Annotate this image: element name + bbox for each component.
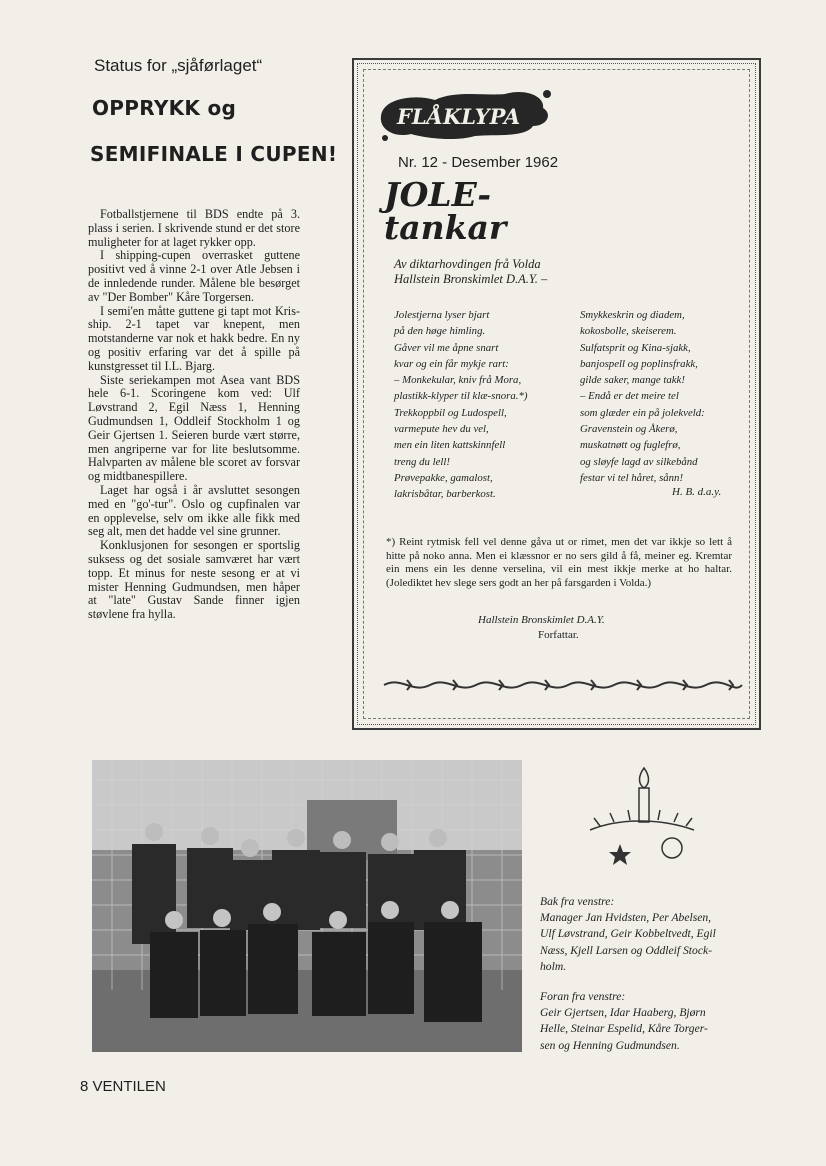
- headline-line-1: OPPRYKK og: [92, 96, 237, 120]
- caption-line: Geir Gjertsen, Idar Haaberg, Bjørn: [540, 1006, 706, 1020]
- article-paragraph: I shipping-cupen overrasket guttene positivt ved å vinne 2-1 over Atle Jebsen i de innledende runder. Målene ble besørget av "Der Bomber" Kåre Torgersen.: [88, 248, 300, 304]
- candle-flame-icon: [640, 768, 649, 788]
- article-kicker: Status for „sjåførlaget“: [94, 56, 263, 75]
- poem-line: men ein liten kattskinnfell: [394, 439, 506, 452]
- poem-line: – Monkekular, kniv frå Mora,: [394, 374, 522, 387]
- poem-line: gilde saker, mange takk!: [580, 374, 685, 387]
- caption-line: holm.: [540, 959, 567, 973]
- issue-label: Nr. 12 - Desember 1962: [398, 154, 559, 171]
- poem-line: muskatnøtt og fuglefrø,: [580, 439, 681, 452]
- poem-line: Prøvepakke, gamalost,: [394, 471, 493, 484]
- poem-line: plastikk-klyper til klæ-snora.*): [394, 390, 528, 403]
- poem-line: kvar og ein får mykje rart:: [394, 357, 509, 370]
- ink-drop: [382, 135, 388, 141]
- candle-ornament: [580, 760, 700, 870]
- garland-line: [384, 682, 742, 687]
- headline-line-2: SEMIFINALE I CUPEN!: [90, 142, 338, 166]
- caption-line: Manager Jan Hvidsten, Per Abelsen,: [540, 911, 712, 925]
- poem-left-column: [394, 307, 574, 503]
- ink-drop: [543, 90, 551, 98]
- team-photo: [92, 760, 522, 1052]
- poem-line: Gåver vil me åpne snart: [394, 341, 499, 354]
- star-icon: [609, 844, 631, 865]
- ornament-ball-icon: [662, 838, 682, 858]
- article-paragraph: Siste seriekampen mot Asea vant BDS hele 6-1. Scoringene kom ved: Ulf Løvstrand 2, Egil Næss 1, Henning Gudmundsen 1, Oddleif Stockholm 1 og Geir Gjertsen 1. Seieren burde vært større, men angriperne var for lite beslutsomme. Halvparten av målene ble scoret av forsvar og midtbanespillere.: [88, 372, 300, 484]
- poem-line: og sløyfe lagd av silkebånd: [580, 455, 698, 468]
- poem-line: på den høge himling.: [394, 325, 486, 338]
- poem-author-role: Forfattar.: [538, 629, 579, 641]
- poem-line: Smykkeskrin og diadem,: [580, 309, 685, 321]
- poem-footnote: *) Reint rytmisk fell vel denne gåva ut or rimet, men det var ikkje so lett å hitte på noko anna. Men ei klæssnor er no sers gild å få, meiner eg. Kremtar ein mens ein les denne verselina, vil ein mest ikkje merke at ho haltar. (Jolediktet hev slege sers godt an her på farsgarden i Volda.): [386, 536, 732, 589]
- caption-back-row: [540, 894, 770, 975]
- poem-byline: [394, 257, 724, 287]
- caption-line: Bak fra venstre:: [540, 895, 615, 908]
- poem-author: Hallstein Bronskimlet D.A.Y.: [478, 614, 605, 626]
- caption-line: Ulf Løvstrand, Geir Kobbeltvedt, Egil: [540, 927, 716, 941]
- poem-initials: H. B. d.a.y.: [672, 486, 722, 498]
- article-paragraph: Laget har også i år avsluttet sesongen med en "go'-tur". Oslo og cupfinalen var en opplevelse, selv om ikke alle fikk med seg alt, men det hadde vel sine grunner.: [88, 482, 300, 539]
- article-paragraph: Konklusjonen for sesongen er sportslig suksess og det sosiale samværet har vært topp. Et minus for neste sesong er at vi mister Henning Gudmundsen, men håper at "late" Gustav Sande finner igjen støvlene fra hylla.: [88, 538, 300, 622]
- byline-line-2: Hallstein Bronskimlet D.A.Y. –: [394, 272, 548, 286]
- background-building: [307, 800, 397, 860]
- poem-line: Gravenstein og Åkerø,: [580, 423, 678, 436]
- byline-line-1: Av diktarhovdingen frå Volda: [394, 257, 541, 271]
- caption-line: Foran fra venstre:: [540, 990, 626, 1003]
- poem-line: – Endå er det meire tel: [580, 390, 679, 403]
- poem-line: som glæder ein på jolekveld:: [580, 406, 705, 419]
- caption-line: Helle, Steinar Espelid, Kåre Torger-: [540, 1022, 708, 1036]
- poem-line: Trekkoppbil og Ludospell,: [394, 406, 507, 419]
- poem-line: banjospell og poplinsfrakk,: [580, 357, 698, 370]
- poem-title: [384, 175, 507, 247]
- caption-line: sen og Henning Gudmundsen.: [540, 1038, 680, 1052]
- page-footer: 8 VENTILEN: [80, 1078, 166, 1095]
- poem-title-line-1: JOLE-: [384, 175, 492, 214]
- poem-right-column: [580, 307, 740, 486]
- article-paragraph: Fotballstjernene til BDS endte på 3. plass i serien. I skrivende stund er det store muligheter for at laget rykker opp.: [88, 207, 300, 249]
- caption-line: Næss, Kjell Larsen og Oddleif Stock-: [540, 943, 712, 957]
- candle-icon: [639, 788, 649, 822]
- poem-line: lakrisbåtar, barberkost.: [394, 488, 496, 501]
- flaklypa-logo: [375, 86, 555, 146]
- article-body: [88, 208, 300, 622]
- poem-line: festar vi tel håret, sånn!: [580, 471, 684, 484]
- article-paragraph: I semi'en måtte guttene gi tapt mot Kris-ship. 2-1 tapet var knepent, men motstanderne var nok et hakk bedre. En ny og positiv erfaring var det å spille på kunstgresset til I.L. Bjarg.: [88, 303, 300, 373]
- poem-line: treng du lell!: [394, 455, 450, 468]
- poem-line: varmepute hev du vel,: [394, 423, 489, 436]
- caption-front-row: [540, 989, 770, 1054]
- poem-title-line-2: tankar: [384, 208, 507, 247]
- logo-text: FLÅKLYPA: [397, 104, 521, 129]
- poem-line: Sulfatsprit og Kina-sjakk,: [580, 341, 691, 354]
- poem-line: Jolestjerna lyser bjart: [394, 309, 490, 321]
- pine-branch-icon: [590, 810, 694, 830]
- garland-ornament: [382, 674, 744, 696]
- poem-line: kokosbolle, skeiserem.: [580, 325, 677, 338]
